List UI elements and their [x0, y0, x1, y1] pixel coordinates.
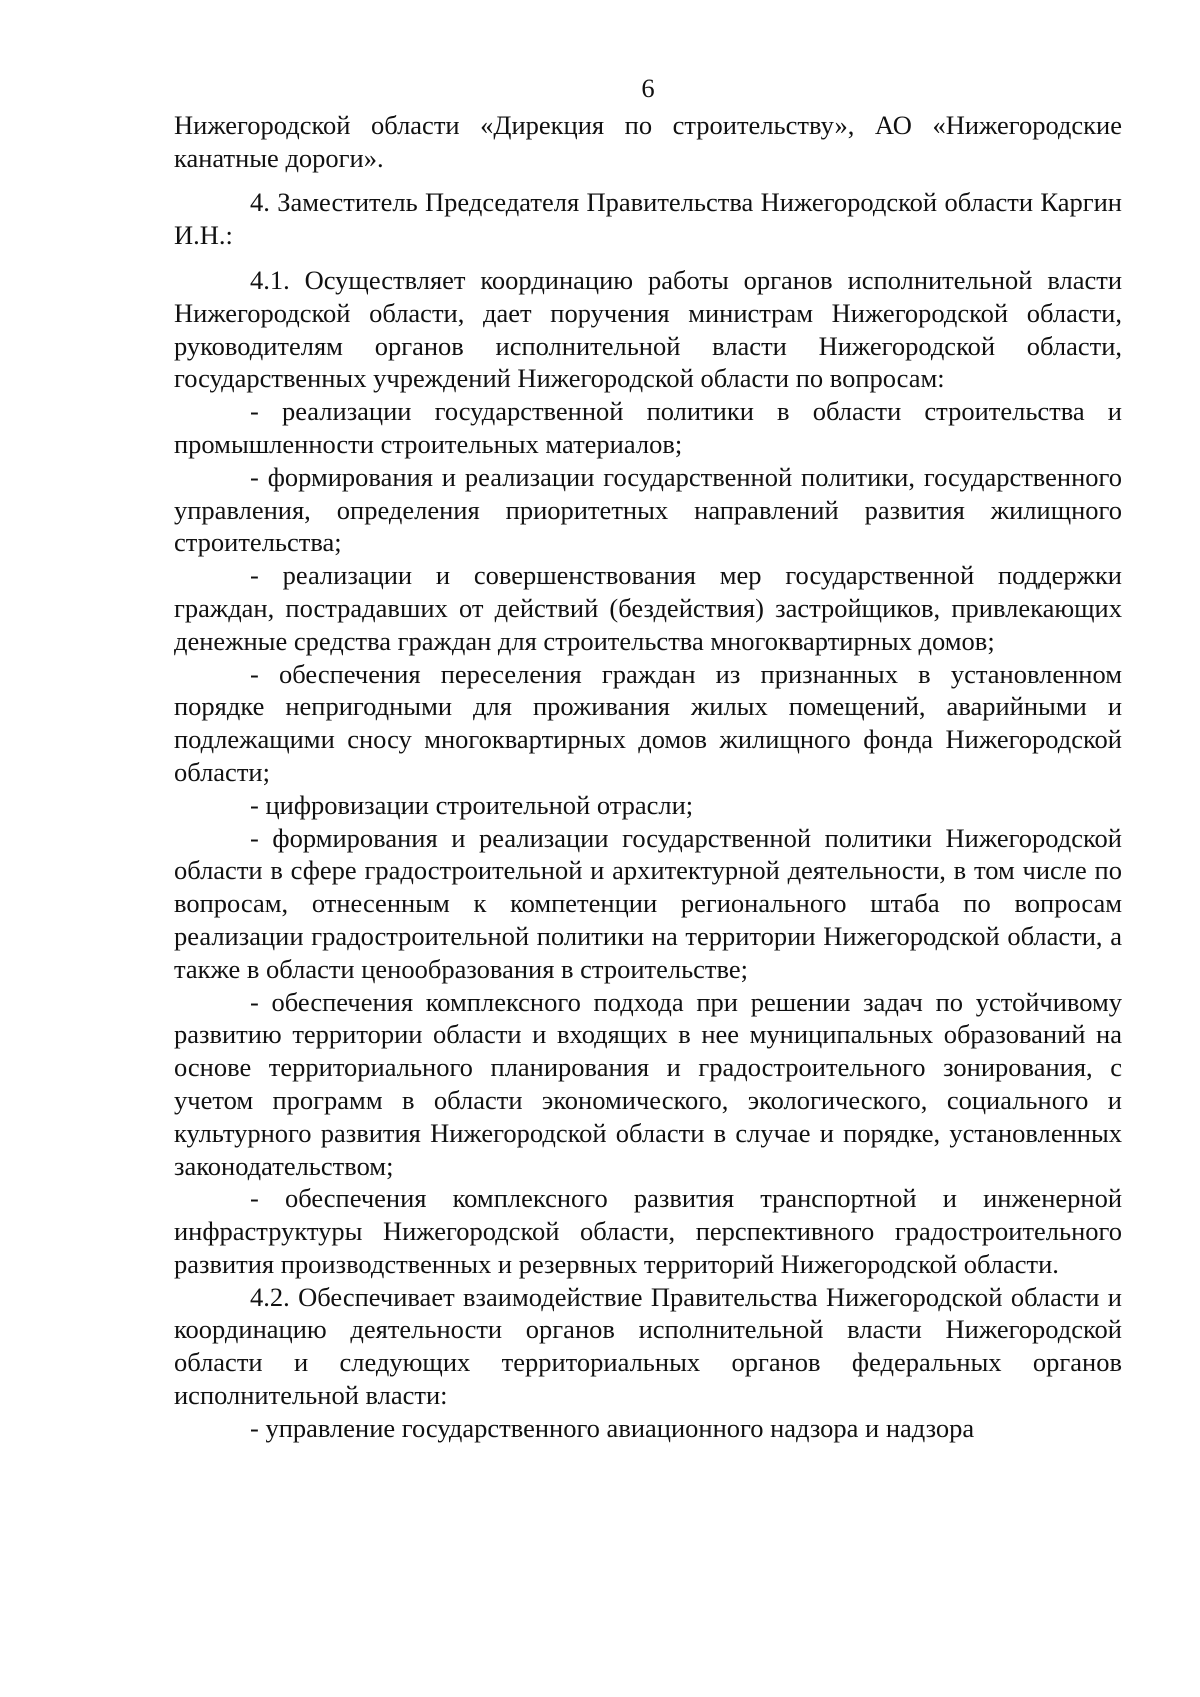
list-item: - цифровизации строительной отрасли;: [250, 789, 694, 820]
paragraph-section-4: 4. Заместитель Председателя Правительства Нижегородской области Каргин И.Н.:: [174, 187, 1122, 251]
list-item: - реализации государственной политики в области строительства и промышленности строительных материалов;: [174, 396, 1122, 459]
list-item: - формирования и реализации государственной политики Нижегородской области в сфере градостроительной и архитектурной деятельности, в том числе по вопросам, отнесенным к компетенции регионального штаба по вопросам реализации градостроительной политики на территории Нижегородской области, а также в области ценообразования в строительстве;: [174, 822, 1122, 984]
list-item: - формирования и реализации государственной политики, государственного управления, определения приоритетных направлений развития жилищного строительства;: [174, 461, 1122, 558]
list-item: - обеспечения переселения граждан из признанных в установленном порядке непригодными для проживания жилых помещений, аварийными и подлежащими сносу многоквартирных домов жилищного фонда Нижегородской области;: [174, 658, 1122, 787]
page-number: 6: [641, 73, 655, 103]
list-item: - реализации и совершенствования мер государственной поддержки граждан, пострадавших от действий (бездействия) застройщиков, привлекающих денежные средства граждан для строительства многоквартирных домов;: [174, 560, 1122, 656]
paragraph-continuation: Нижегородской области «Дирекция по строительству», АО «Нижегородские канатные дороги».: [174, 109, 1122, 173]
list-item: - обеспечения комплексного подхода при решении задач по устойчивому развитию территории области и входящих в нее муниципальных образований на основе территориального планирования и градостроительного зонирования, с учетом программ в области экономического, экологического, социального и культурного развития Нижегородской области в случае и порядке, установленных законодательством;: [174, 986, 1122, 1181]
list-item: - управление государственного авиационного надзора и надзора: [250, 1412, 975, 1443]
paragraph-section-4-2: 4.2. Обеспечивает взаимодействие Правительства Нижегородской области и координацию деятельности органов исполнительной власти Нижегородской области и следующих территориальных органов федеральных органов исполнительной власти:: [174, 1281, 1122, 1411]
paragraph-section-4-1: 4.1. Осуществляет координацию работы органов исполнительной власти Нижегородской области, дает поручения министрам Нижегородской области, руководителям органов исполнительной власти Нижегородской области, государственных учреждений Нижегородской области по вопросам:: [174, 264, 1122, 394]
list-item: - обеспечения комплексного развития транспортной и инженерной инфраструктуры Нижегородской области, перспективного градостроительного развития производственных и резервных территорий Нижегородской области.: [174, 1183, 1122, 1279]
document-page: [174, 72, 1122, 1445]
